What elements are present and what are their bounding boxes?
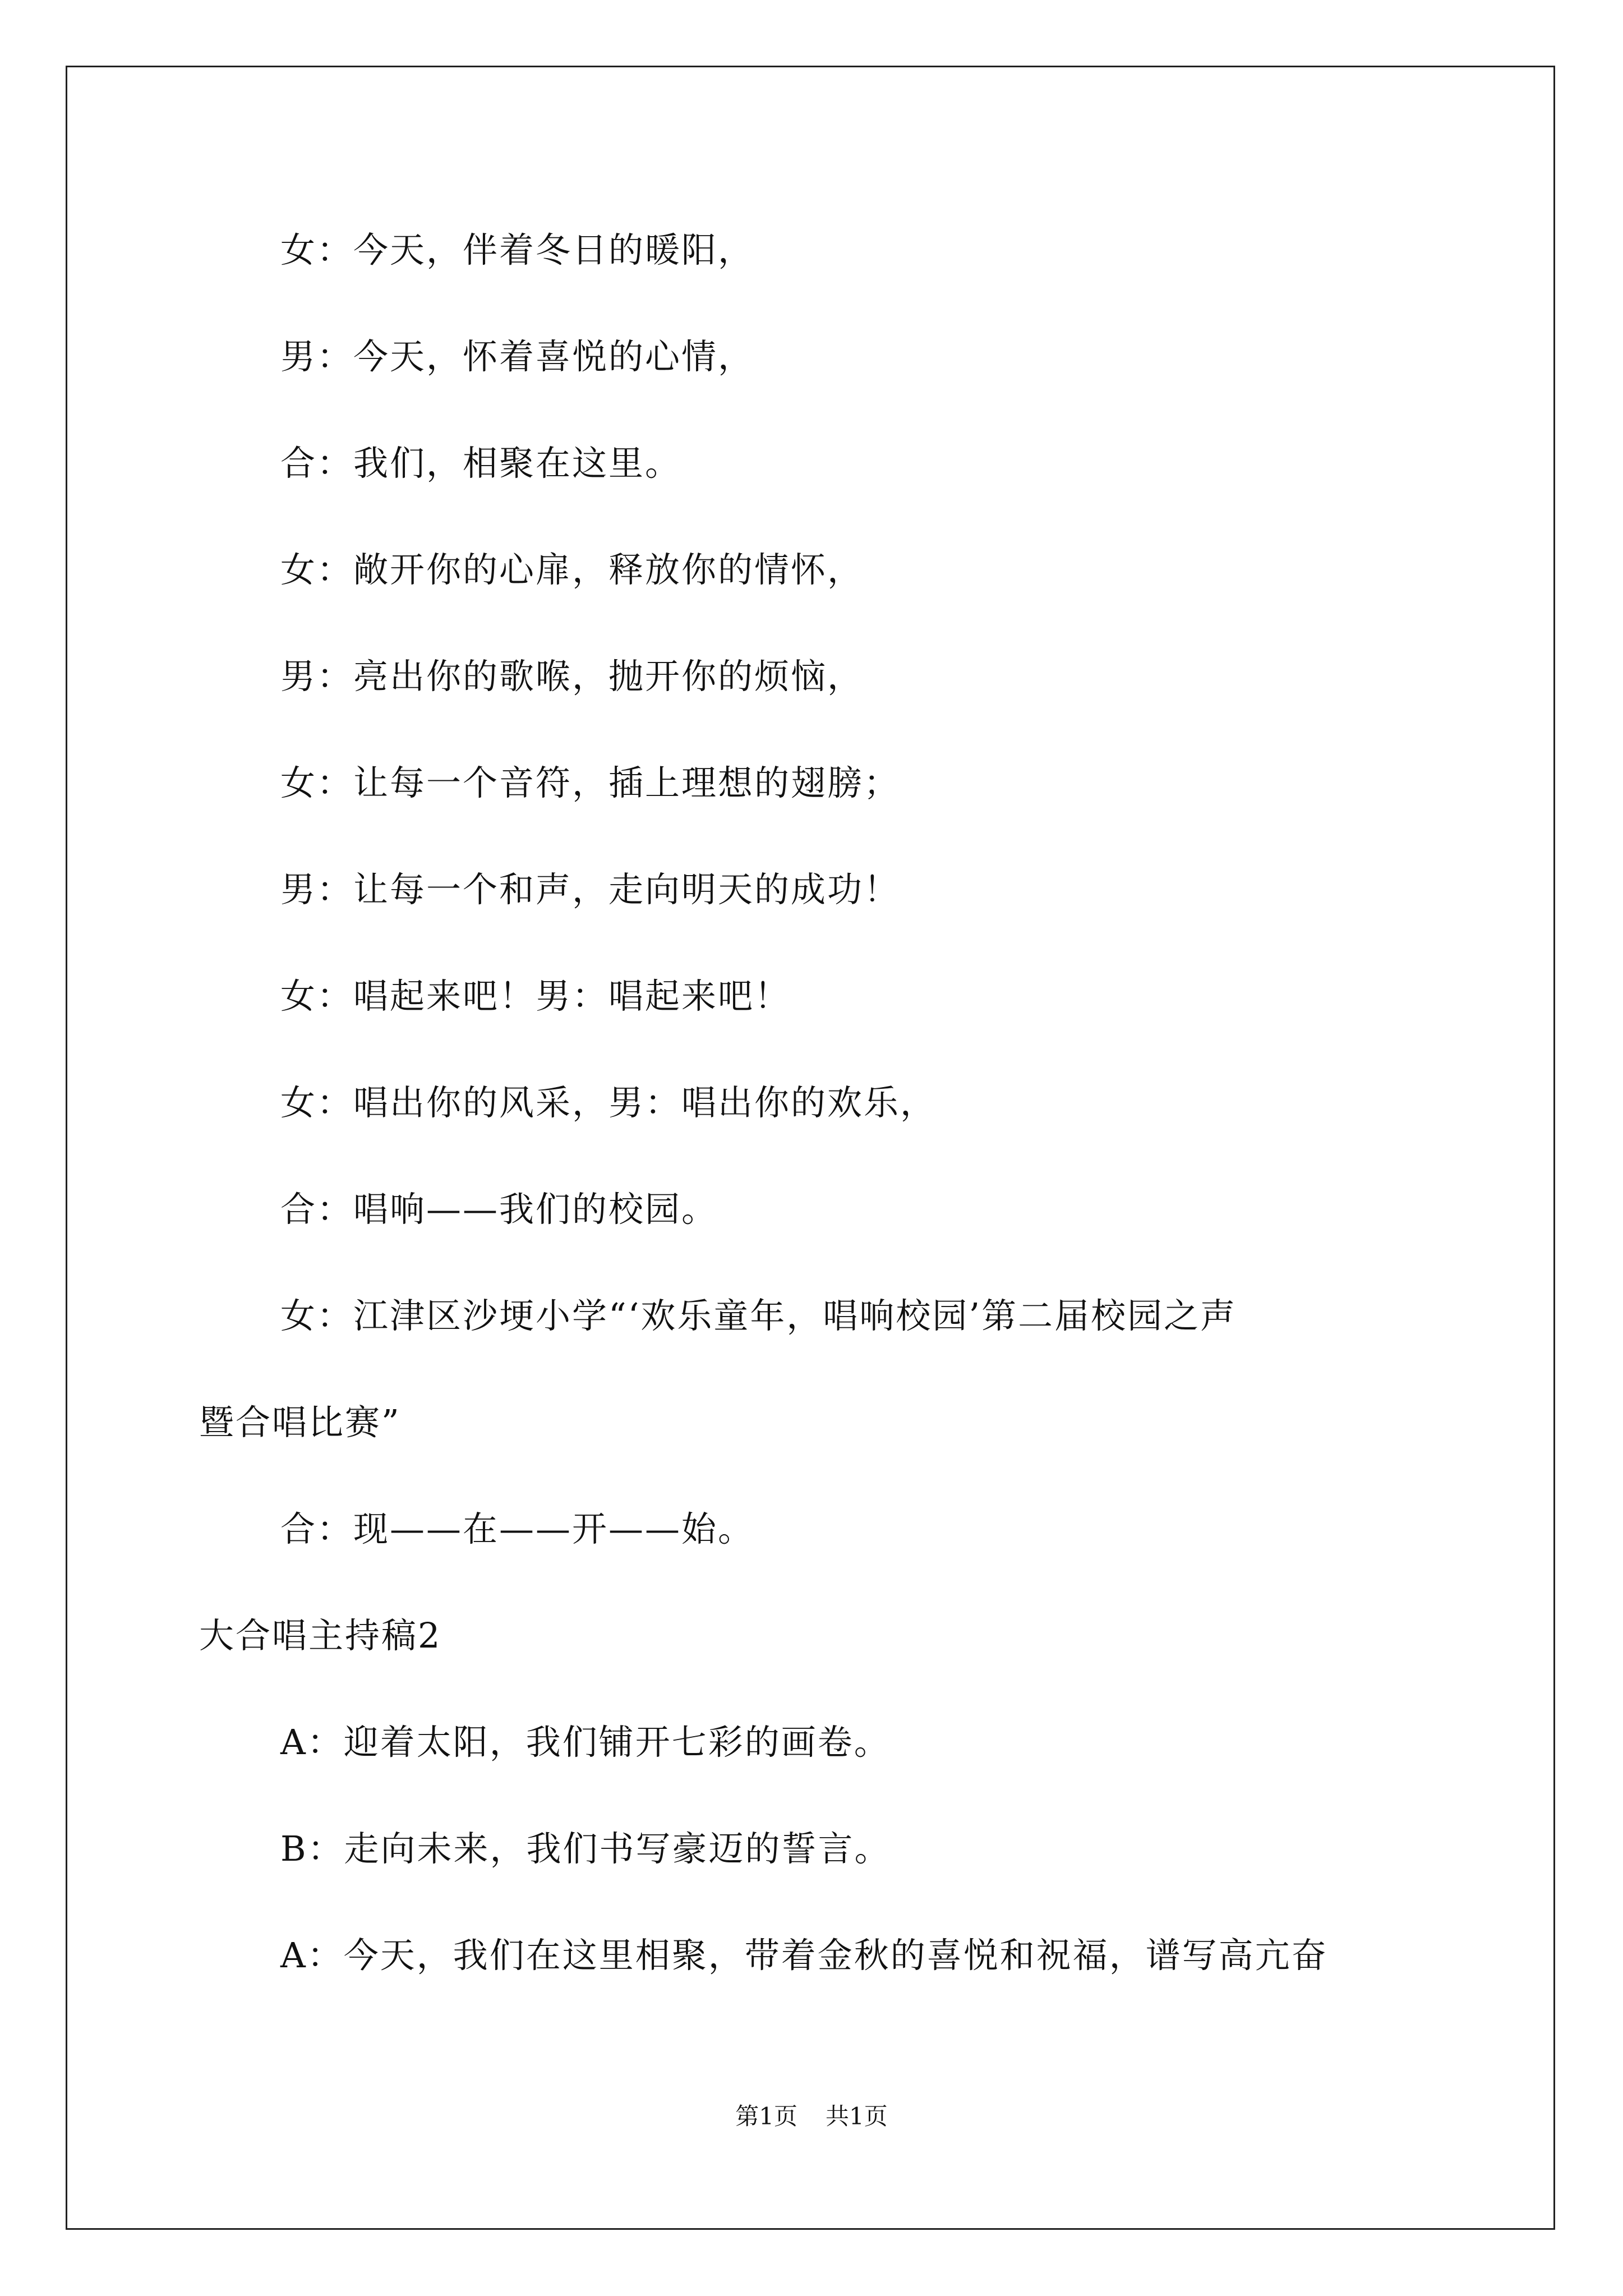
page-number: 第1页 (735, 2102, 797, 2130)
page-total: 共1页 (826, 2102, 888, 2130)
text-line: 合：唱响——我们的校园。 (280, 1189, 718, 1230)
text-line: 女：唱出你的风采，男：唱出你的欢乐， (280, 1082, 937, 1123)
text-line: 男：亮出你的歌喉，抛开你的烦恼， (280, 656, 864, 697)
text-line: 女：让每一个音符，插上理想的翅膀； (280, 762, 901, 803)
text-line: A：今天，我们在这里相聚，带着金秋的喜悦和祝福，谱写高亢奋 (280, 1935, 1328, 1976)
section-heading: 大合唱主持稿2 (199, 1615, 442, 1656)
text-line: 男：今天，怀着喜悦的心情， (280, 336, 755, 377)
text-line: 女：江津区沙埂小学“‘欢乐童年，唱响校园’第二届校园之声 (280, 1295, 1237, 1336)
text-line: 女：今天，伴着冬日的暖阳， (280, 229, 755, 270)
text-line: 男：让每一个和声，走向明天的成功！ (280, 869, 901, 910)
text-line: 合：现——在——开——始。 (280, 1508, 755, 1549)
text-line: A：迎着太阳，我们铺开七彩的画卷。 (280, 1722, 891, 1763)
text-line: 暨合唱比赛” (199, 1402, 401, 1443)
page-border (66, 66, 1555, 2230)
text-line: B：走向未来，我们书写豪迈的誓言。 (280, 1828, 891, 1869)
text-line: 合：我们，相聚在这里。 (280, 443, 682, 484)
text-line: 女：唱起来吧！男：唱起来吧！ (280, 976, 791, 1016)
text-line: 女：敞开你的心扉，释放你的情怀， (280, 549, 864, 590)
page-footer (0, 2102, 1623, 2131)
